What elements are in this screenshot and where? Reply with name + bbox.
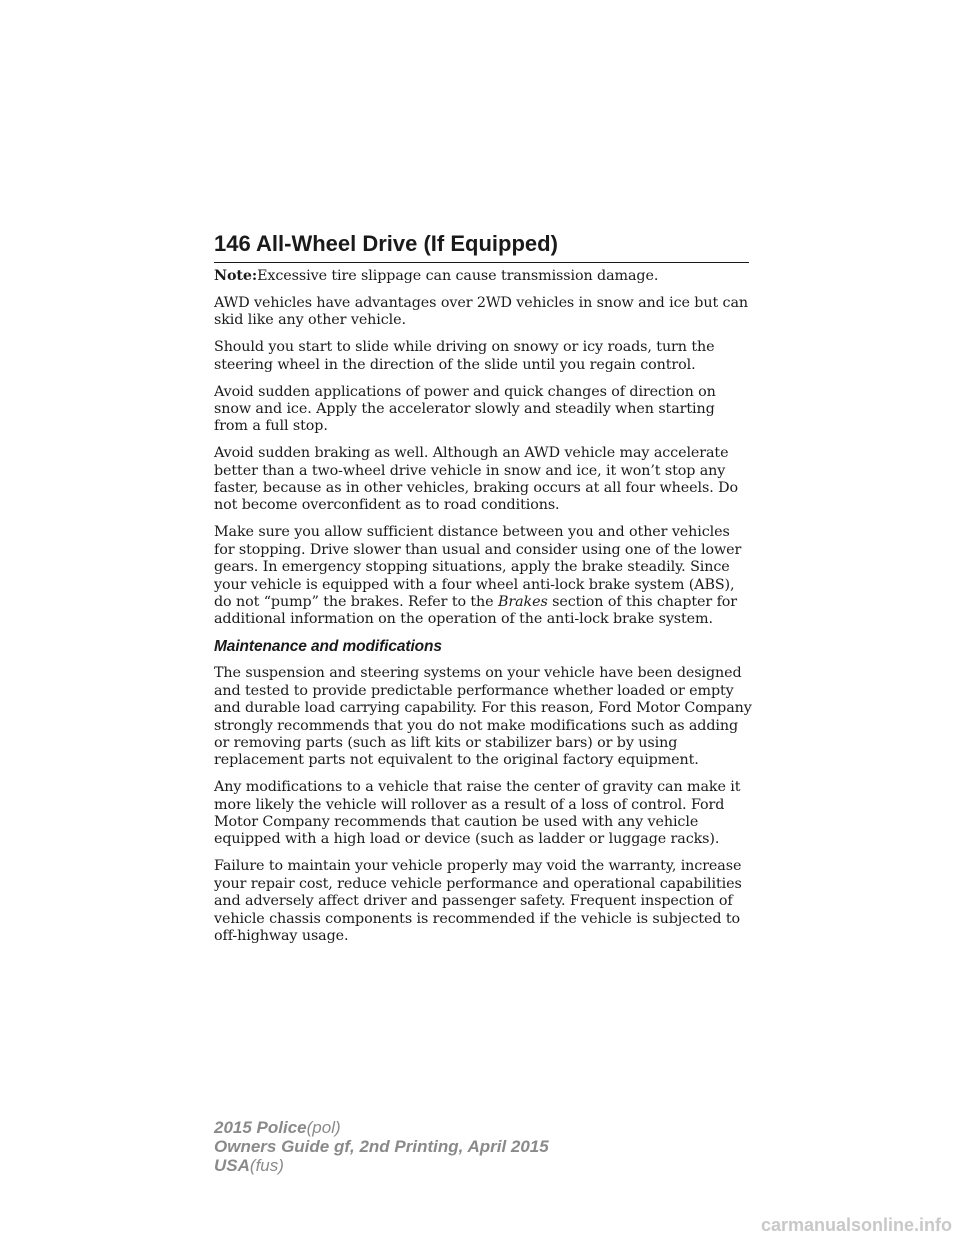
- footer-region-line: [214, 1156, 549, 1175]
- page-header: [214, 228, 749, 263]
- paragraph-stopping-distance: [214, 524, 752, 628]
- section-title: All-Wheel Drive (If Equipped): [256, 231, 558, 256]
- paragraph-sudden-braking: Avoid sudden braking as well. Although an AWD vehicle may accelerate better than a two-wheel drive vehicle in snow and ice, it won’t stop any faster, because as in other vehicles, braking occurs at all four wheels. Do not become overconfident as to road conditions.: [214, 445, 738, 514]
- page-content: [214, 268, 752, 955]
- paragraph-modifications: Any modifications to a vehicle that raise the center of gravity can make it more likely the vehicle will rollover as a result of a loss of control. Ford Motor Company recommends that caution be used with any vehicle equipped with a high load or device (such as ladder or luggage racks).: [214, 779, 741, 848]
- note-label: Note:: [214, 268, 258, 284]
- stopping-text-after: section of this chapter for additional information on the operation of the anti-lock brake system.: [214, 594, 738, 628]
- footer-region: USA: [214, 1156, 250, 1175]
- footer-model: 2015 Police: [214, 1118, 307, 1137]
- stopping-text-before: Make sure you allow sufficient distance between you and other vehicles for stopping. Drive slower than usual and consider using one of the lower gears. In emergency stopping situations, apply the brake steadily. Since your vehicle is equipped with a four wheel anti-lock brake system (ABS), do not “pump” the brakes. Refer to the: [214, 524, 742, 610]
- subheading-maintenance: Maintenance and modifications: [214, 638, 442, 656]
- paragraph-suspension: The suspension and steering systems on your vehicle have been designed and tested to provide predictable performance whether loaded or empty and durable load carrying capability. For this reason, Ford Motor Company strongly recommends that you do not make modifications such as adding or removing parts (such as lift kits or stabilizer bars) or by using replacement parts not equivalent to the original factory equipment.: [214, 665, 752, 769]
- watermark: carmanualsonline.info: [760, 1215, 952, 1235]
- note-text: Excessive tire slippage can cause transmission damage.: [257, 268, 659, 284]
- footer-model-code: (pol): [306, 1118, 341, 1137]
- paragraph-sudden-power: Avoid sudden applications of power and quick changes of direction on snow and ice. Apply the accelerator slowly and steadily when starting from a full stop.: [214, 383, 716, 435]
- paragraph-awd-advantages: AWD vehicles have advantages over 2WD vehicles in snow and ice but can skid like any other vehicle.: [214, 294, 748, 329]
- footer-guide-line: Owners Guide gf, 2nd Printing, April 2015: [214, 1137, 549, 1156]
- page-footer: [214, 1118, 549, 1175]
- footer-region-code: (fus): [249, 1156, 284, 1175]
- paragraph-maintenance-failure: Failure to maintain your vehicle properly may void the warranty, increase your repair cost, reduce vehicle performance and operational capabilities and adversely affect driver and passenger safety. Frequent inspection of vehicle chassis components is recommended if the vehicle is subjected to off-highway usage.: [214, 858, 742, 944]
- note-paragraph: [214, 268, 752, 285]
- brakes-reference: Brakes: [497, 594, 548, 610]
- paragraph-slide-steering: Should you start to slide while driving on snowy or icy roads, turn the steering wheel in the direction of the slide until you regain control.: [214, 339, 715, 373]
- page-number: 146: [214, 231, 251, 256]
- footer-model-line: [214, 1118, 549, 1137]
